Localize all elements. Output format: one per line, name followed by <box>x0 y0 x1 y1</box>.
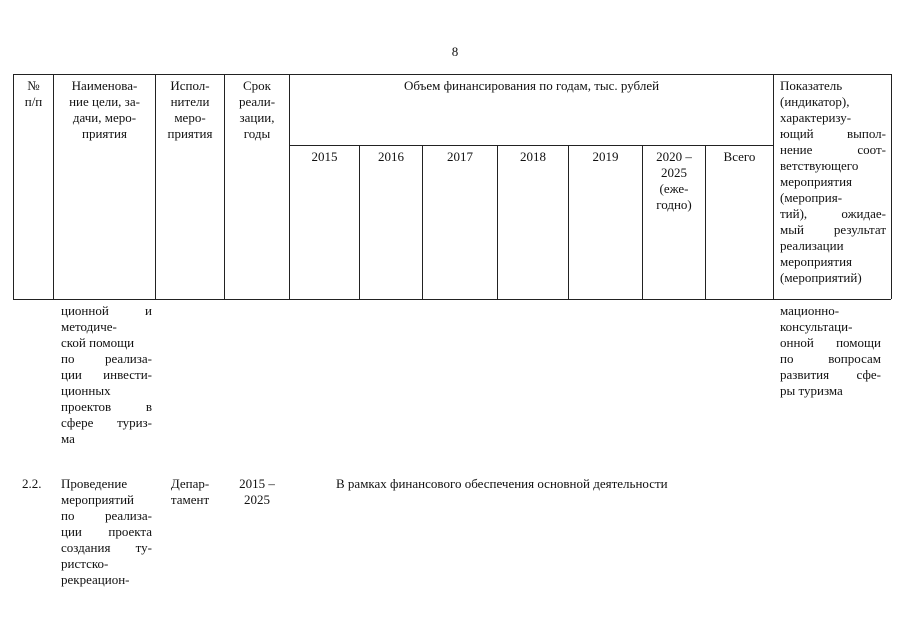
indicator-line: (мероприя- <box>780 190 843 205</box>
border-2018 <box>568 145 569 299</box>
row-2-2-term <box>228 476 286 508</box>
border-right <box>891 74 892 299</box>
indicator-line: ветствующего <box>780 158 859 173</box>
indicator-line: Показатель <box>780 78 843 93</box>
indicator-line: ющий выпол- <box>780 126 886 141</box>
header-term: Срок реали- зации, годы <box>238 78 276 141</box>
text-line: ционной и <box>61 303 152 318</box>
text-line: мационно- <box>780 303 840 318</box>
year-row-border <box>289 145 773 146</box>
text-line: Проведение <box>61 476 128 491</box>
indicator-line: (индикатор), <box>780 94 850 109</box>
text-line: консультаци- <box>780 319 853 334</box>
header-indicator <box>780 78 886 286</box>
year-total: Всего <box>723 149 756 164</box>
continued-row-name <box>61 303 152 447</box>
text-line: ры туризма <box>780 383 843 398</box>
text-line: ма <box>61 431 75 446</box>
border-term <box>289 74 290 299</box>
table-bottom-border <box>13 299 891 300</box>
text-line: ционных <box>61 383 111 398</box>
text-line: ции проекта <box>61 524 152 539</box>
year-2015: 2015 <box>311 149 338 164</box>
border-2017 <box>497 145 498 299</box>
header-num: № п/п <box>24 78 43 109</box>
text-line: тамент <box>170 492 210 507</box>
border-2015 <box>359 145 360 299</box>
text-line: развития сфе- <box>780 367 881 382</box>
text-line: сфере туриз- <box>61 415 152 430</box>
indicator-line: мероприятия <box>780 174 853 189</box>
indicator-line: нение соот- <box>780 142 886 157</box>
header-executor: Испол- нители меро- приятия <box>167 78 213 141</box>
text-line: онной помощи <box>780 335 881 350</box>
header-name: Наименова- ние цели, за- дачи, меро- приятия <box>69 78 140 141</box>
year-2017: 2017 <box>447 149 473 164</box>
indicator-line: реализации <box>780 238 844 253</box>
row-2-2-name <box>61 476 152 588</box>
header-funding: Объем финансирования по годам, тыс. рублей <box>403 78 660 93</box>
text-line: проектов в <box>61 399 152 414</box>
text-line: по реализа- <box>61 351 152 366</box>
border-num <box>53 74 54 299</box>
year-2018: 2018 <box>520 149 546 164</box>
year-2019: 2019 <box>592 149 619 164</box>
indicator-line: характеризу- <box>780 110 852 125</box>
text-line: ристско- <box>61 556 109 571</box>
text-line: 2015 – <box>239 476 275 491</box>
text-line: мероприятий <box>61 492 134 507</box>
border-2016 <box>422 145 423 299</box>
text-line: создания ту- <box>61 540 152 555</box>
border-total <box>773 74 774 299</box>
text-line: ции инвести- <box>61 367 152 382</box>
indicator-line: (мероприятий) <box>780 270 862 285</box>
indicator-line: мый результат <box>780 222 886 237</box>
text-line: ской помощи <box>61 335 135 350</box>
text-line: по вопросам <box>780 351 881 366</box>
text-line: Депар- <box>170 476 210 491</box>
border-2020 <box>705 145 706 299</box>
row-2-2-executor <box>160 476 220 508</box>
text-line: по реализа- <box>61 508 152 523</box>
indicator-line: тий), ожидае- <box>780 206 886 221</box>
indicator-line: мероприятия <box>780 254 853 269</box>
text-line: методиче- <box>61 319 117 334</box>
continued-row-indicator <box>780 303 881 399</box>
row-2-2-number: 2.2. <box>22 476 42 491</box>
text-line: 2025 <box>244 492 270 507</box>
text-line: рекреацион- <box>61 572 130 587</box>
row-2-2-funding-note: В рамках финансового обеспечения основной деятельности <box>336 476 668 491</box>
year-2020-2025: 2020 – 2025 (еже- годно) <box>656 149 692 212</box>
table-top-border <box>13 74 891 75</box>
year-2016: 2016 <box>378 149 404 164</box>
page-number: 8 <box>451 44 459 59</box>
